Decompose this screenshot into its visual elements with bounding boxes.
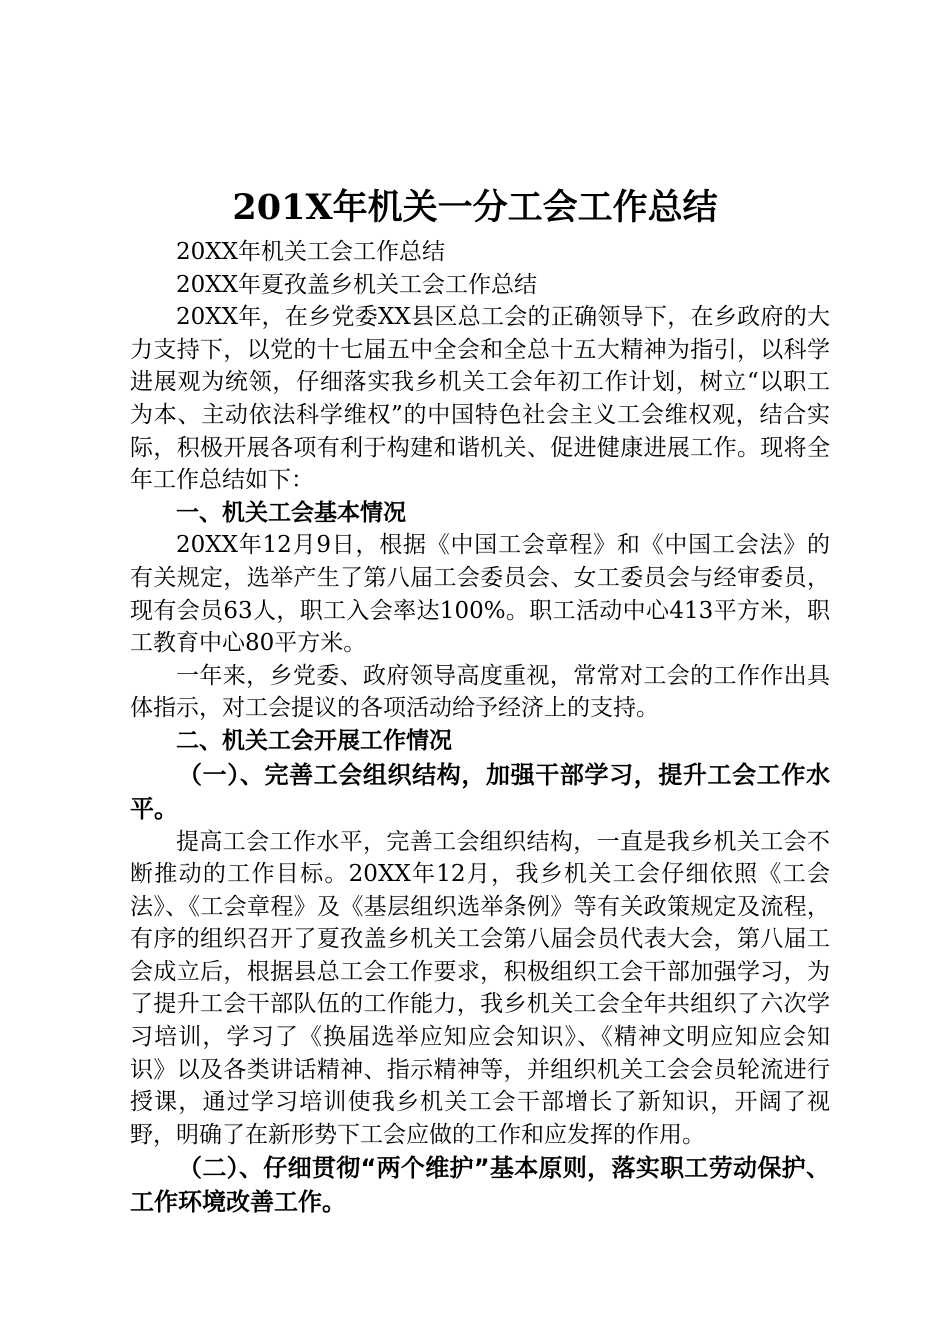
body-paragraph: 20XX年夏孜盖乡机关工会工作总结	[176, 271, 538, 298]
document-title: 201X年机关一分工会工作总结	[232, 187, 718, 228]
subsection-heading: （一）、完善工会组织结构，加强干部学习，提升工会工作水平。	[130, 760, 830, 823]
body-paragraph: 一年来，乡党委、政府领导高度重视，常常对工会的工作作出具体指示，对工会提议的各项活动给予经济上的支持。	[130, 662, 830, 722]
document-body	[130, 236, 830, 1219]
body-paragraph: 20XX年，在乡党委XX县区总工会的正确领导下，在乡政府的大力支持下，以党的十七届五中全会和全总十五大精神为指引，以科学进展观为统领，仔细落实我乡机关工会年初工作计划，树立“以职工为本、主动依法科学维权”的中国特色社会主义工会维权观，结合实际，积极开展各项有利于构建和谐机关、促进健康进展工作。现将全年工作总结如下：	[130, 304, 830, 494]
body-paragraph: 提高工会工作水平，完善工会组织结构，一直是我乡机关工会不断推动的工作目标。20XX年12月，我乡机关工会仔细依照《工会法》、《工会章程》及《基层组织选举条例》等有关政策规定及流程，有序的组织召开了夏孜盖乡机关工会第八届会员代表大会，第八届工会成立后，根据县总工会工作要求，积极组织工会干部加强学习，为了提升工会干部队伍的工作能力，我乡机关工会全年共组织了六次学习培训，学习了《换届选举应知应会知识》、《精神文明应知应会知识》以及各类讲话精神、指示精神等，并组织机关工会会员轮流进行授课，通过学习培训使我乡机关工会干部增长了新知识，开阔了视野，明确了在新形势下工会应做的工作和应发挥的作用。	[130, 828, 830, 1148]
body-paragraph: 20XX年机关工会工作总结	[176, 239, 446, 265]
section-heading: 二、机关工会开展工作情况	[176, 727, 452, 754]
section-heading: 一、机关工会基本情况	[176, 499, 406, 526]
subsection-heading: （二）、仔细贯彻“两个维护”基本原则，落实职工劳动保护、工作环境改善工作。	[130, 1154, 830, 1217]
body-paragraph: 20XX年12月9日，根据《中国工会章程》和《中国工会法》的有关规定，选举产生了第八届工会委员会、女工委员会与经审委员，现有会员63人，职工入会率达100%。职工活动中心413平方米，职工教育中心80平方米。	[130, 532, 830, 657]
